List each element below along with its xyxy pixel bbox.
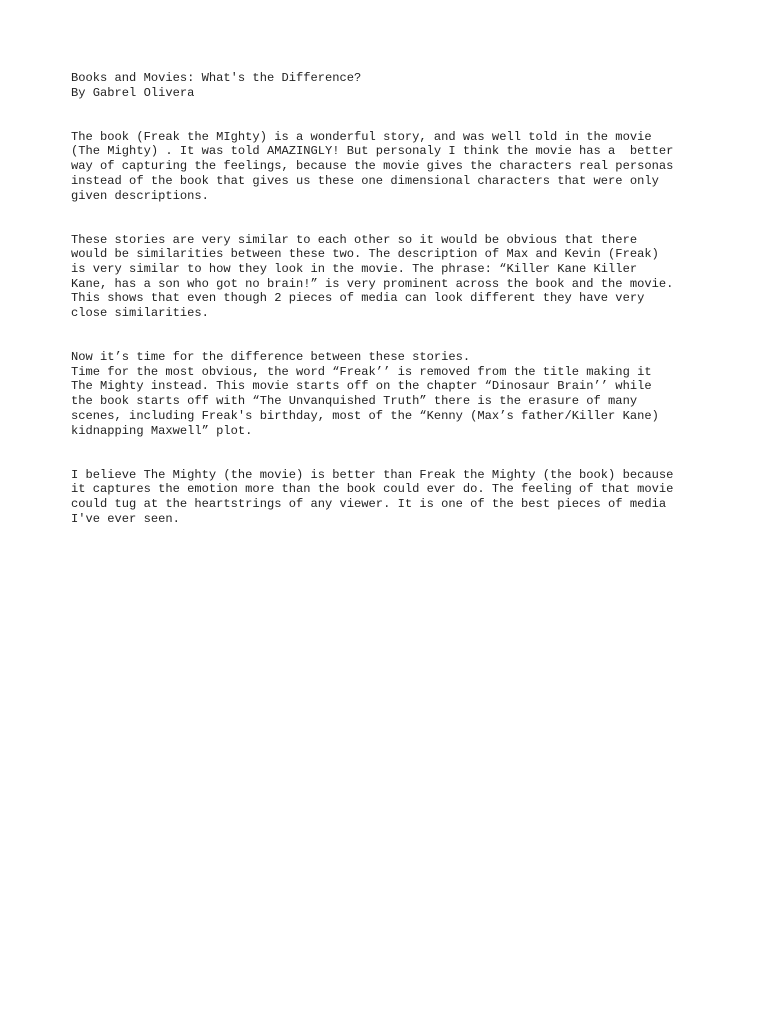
paragraph-line: Now it’s time for the difference between these stories. bbox=[71, 350, 471, 365]
paragraph-line: is very similar to how they look in the movie. The phrase: “Killer Kane Killer bbox=[71, 261, 638, 276]
paragraph-line: Kane, has a son who got no brain!” is very prominent across the book and the movie. bbox=[71, 276, 674, 291]
paragraph-line: would be similarities between these two. The description of Max and Kevin (Freak) bbox=[71, 247, 659, 262]
paragraph-line: I've ever seen. bbox=[71, 511, 180, 526]
document-page bbox=[71, 71, 711, 556]
paragraph-line: instead of the book that gives us these one dimensional characters that were only bbox=[71, 173, 659, 188]
paragraph-line: the book starts off with “The Unvanquished Truth” there is the erasure of many bbox=[71, 394, 638, 409]
paragraph-line: close similarities. bbox=[71, 306, 209, 321]
document-byline: By Gabrel Olivera bbox=[71, 85, 195, 100]
paragraph-line: kidnapping Maxwell” plot. bbox=[71, 423, 253, 438]
paragraph-line: Time for the most obvious, the word “Freak’’ is removed from the title making it bbox=[71, 364, 652, 379]
paragraph-3 bbox=[71, 350, 711, 438]
paragraph-line: I believe The Mighty (the movie) is better than Freak the Mighty (the book) because bbox=[71, 467, 674, 482]
paragraph-2 bbox=[71, 233, 711, 321]
paragraph-line: (The Mighty) . It was told AMAZINGLY! But personaly I think the movie has a better bbox=[71, 144, 674, 159]
paragraph-4 bbox=[71, 468, 711, 527]
paragraph-1 bbox=[71, 130, 711, 203]
paragraph-line: could tug at the heartstrings of any viewer. It is one of the best pieces of media bbox=[71, 497, 667, 511]
paragraph-line: way of capturing the feelings, because the movie gives the characters real personas bbox=[71, 159, 674, 174]
paragraph-line: The book (Freak the MIghty) is a wonderful story, and was well told in the movie bbox=[71, 129, 652, 144]
paragraph-line: scenes, including Freak's birthday, most of the “Kenny (Max’s father/Killer Kane) bbox=[71, 408, 659, 423]
paragraph-line: given descriptions. bbox=[71, 188, 209, 203]
paragraph-line: it captures the emotion more than the book could ever do. The feeling of that movie bbox=[71, 482, 674, 497]
document-header bbox=[71, 71, 711, 100]
paragraph-line: These stories are very similar to each other so it would be obvious that there bbox=[71, 232, 638, 247]
document-title: Books and Movies: What's the Difference? bbox=[71, 71, 362, 85]
paragraph-line: The Mighty instead. This movie starts off on the chapter “Dinosaur Brain’’ while bbox=[71, 379, 652, 394]
paragraph-line: This shows that even though 2 pieces of media can look different they have very bbox=[71, 291, 645, 306]
